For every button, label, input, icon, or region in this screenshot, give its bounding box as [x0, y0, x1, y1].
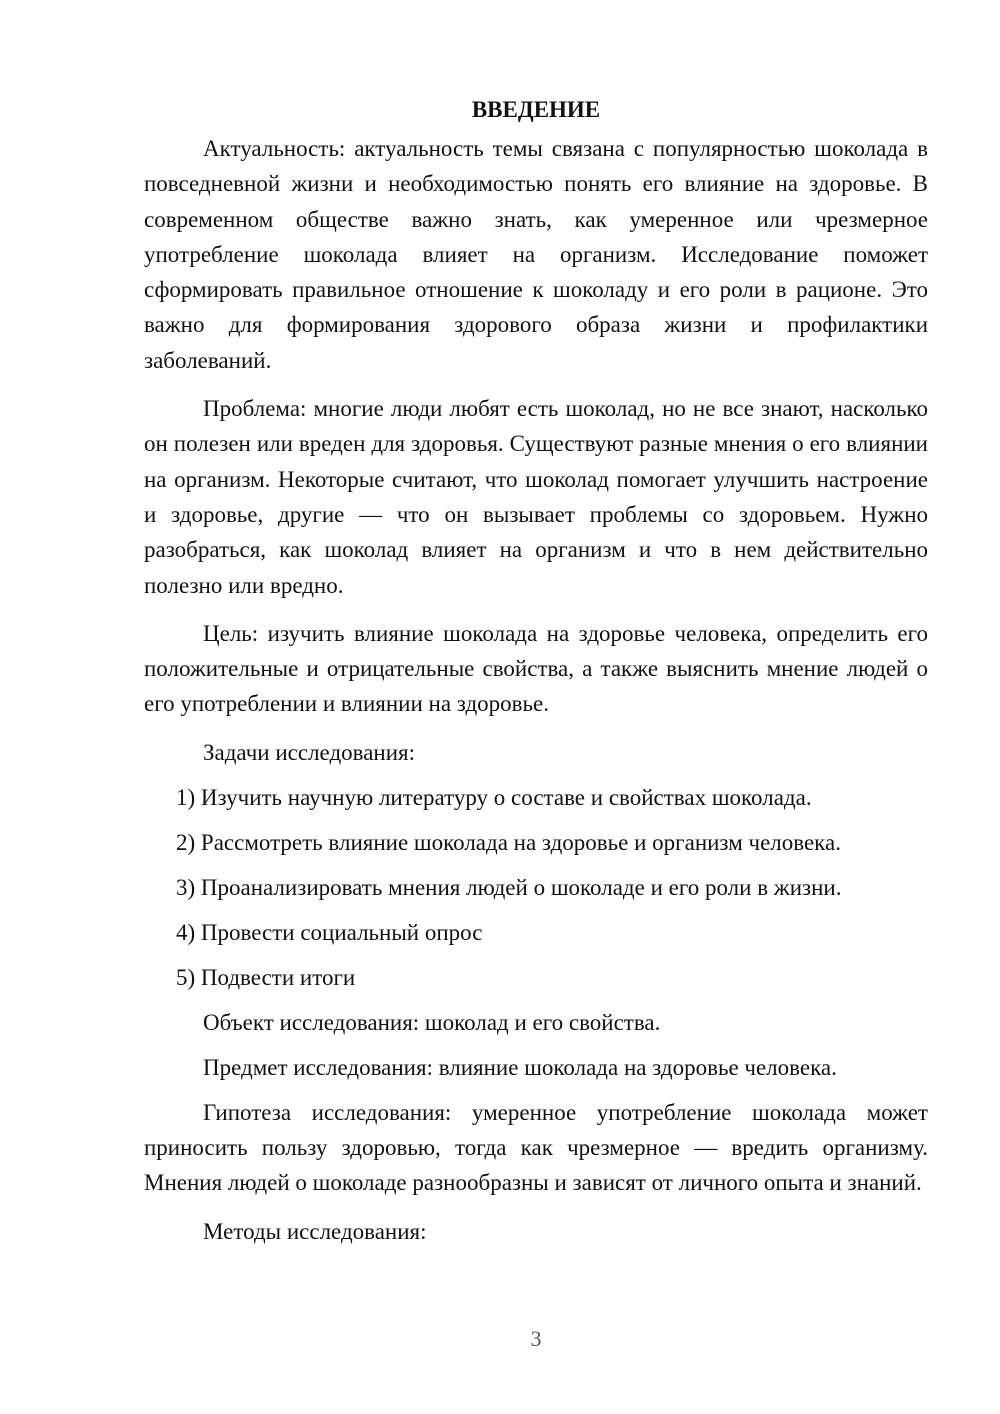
object-line: Объект исследования: шоколад и его свойства. [203, 1009, 661, 1035]
relevance-paragraph: Актуальность: актуальность темы связана с популярностью шоколада в повседневной жизни и необходимостью понять его влияние на здоровье. В современном обществе важно знать, как умеренное или чрезмерное употребление шоколада влияет на организм. Исследование поможет сформировать правильное отношение к шоколаду и его роли в рационе. Это важно для формирования здорового образа жизни и профилактики заболеваний. [144, 136, 928, 373]
subject-line: Предмет исследования: влияние шоколада на здоровье человека. [203, 1054, 837, 1080]
tasks-heading: Задачи исследования: [203, 739, 416, 765]
page-title: ВВЕДЕНИЕ [471, 97, 601, 122]
document-page [144, 92, 928, 1259]
task-item: 2) Рассмотреть влияние шоколада на здоровье и организм человека. [176, 829, 841, 855]
methods-heading: Методы исследования: [203, 1218, 427, 1244]
problem-paragraph: Проблема: многие люди любят есть шоколад, но не все знают, насколько он полезен или вреден для здоровья. Существуют разные мнения о его влиянии на организм. Некоторые считают, что шоколад помогает улучшить настроение и здоровье, другие — что он вызывает проблемы со здоровьем. Нужно разобраться, как шоколад влияет на организм и что в нем действительно полезно или вредно. [144, 396, 928, 598]
task-item: 3) Проанализировать мнения людей о шоколаде и его роли в жизни. [176, 874, 842, 900]
task-item: 5) Подвести итоги [176, 964, 356, 990]
task-item: 1) Изучить научную литературу о составе и свойствах шоколада. [176, 784, 812, 810]
tasks-list [144, 780, 928, 995]
page-number: 3 [530, 1326, 542, 1351]
hypothesis-paragraph: Гипотеза исследования: умеренное употребление шоколада может приносить пользу здоровью, тогда как чрезмерное — вредить организму. Мнения людей о шоколаде разнообразны и зависят от личного опыта и знаний. [144, 1099, 928, 1196]
goal-paragraph: Цель: изучить влияние шоколада на здоровье человека, определить его положительные и отрицательные свойства, а также выяснить мнение людей о его употреблении и влиянии на здоровье. [144, 620, 928, 717]
task-item: 4) Провести социальный опрос [176, 919, 483, 945]
